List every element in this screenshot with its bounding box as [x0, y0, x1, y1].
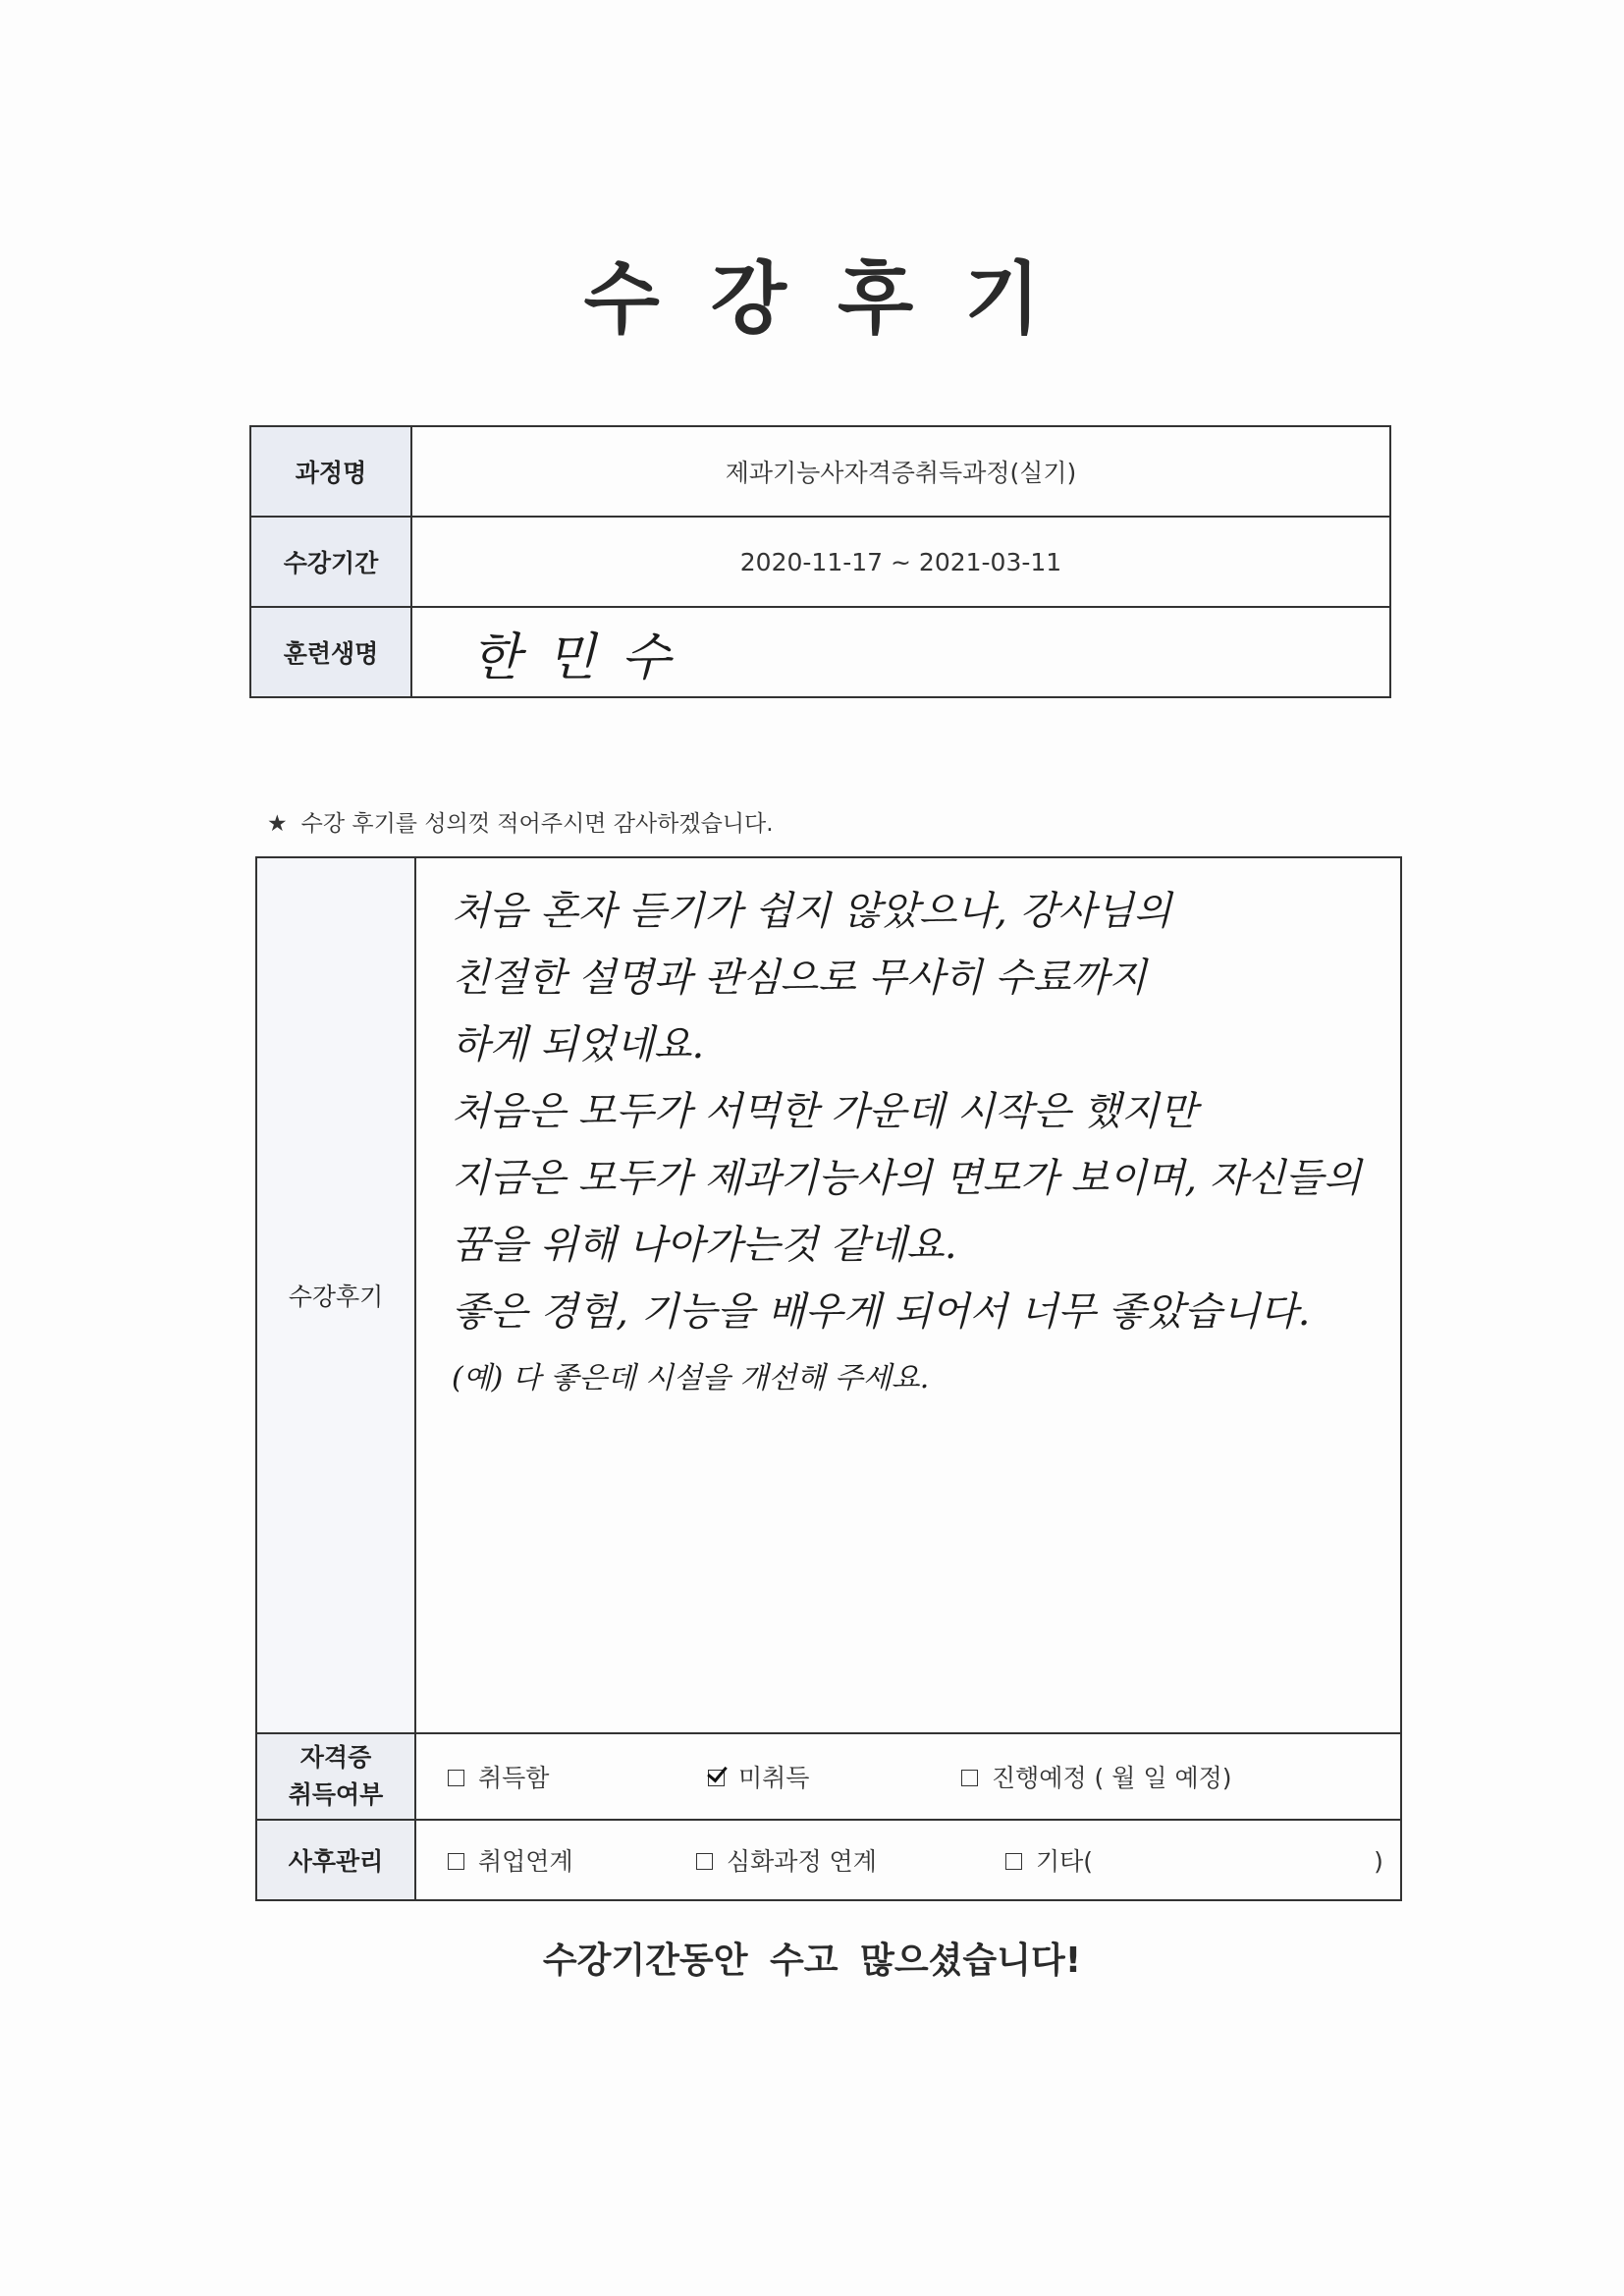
trainee-label: 훈련생명 [250, 607, 411, 697]
review-text-area[interactable] [415, 857, 1401, 1733]
period-row [250, 517, 1390, 607]
checkbox-icon[interactable] [1005, 1853, 1022, 1870]
period-value: 2020-11-17 ~ 2021-03-11 [411, 517, 1390, 607]
review-row [256, 857, 1401, 1733]
instruction-note [267, 805, 774, 838]
review-line: 친절한 설명과 관심으로 무사히 수료까지 [452, 956, 1147, 1001]
review-line: 좋은 경험, 기능을 배우게 되어서 너무 좋았습니다. [452, 1289, 1311, 1335]
review-line: 지금은 모두가 제과기능사의 면모가 보이며, 자신들의 [452, 1156, 1362, 1201]
course-label: 과정명 [250, 426, 411, 517]
review-line: 하게 되었네요. [452, 1022, 705, 1067]
certificate-option-acquired[interactable]: 취득함 [448, 1759, 549, 1794]
aftercare-option-other[interactable]: 기타( ) [1005, 1842, 1383, 1878]
certificate-option-not-acquired[interactable]: 미취득 [708, 1759, 809, 1794]
instruction-text: 수강 후기를 성의껏 적어주시면 감사하겠습니다. [300, 811, 774, 837]
certificate-label [256, 1733, 415, 1820]
course-value: 제과기능사자격증취득과정(실기) [411, 426, 1390, 517]
certificate-options [415, 1733, 1401, 1820]
review-label: 수강후기 [256, 857, 415, 1733]
certificate-label-line1: 자격증 [299, 1743, 372, 1772]
review-table [255, 856, 1402, 1901]
review-line: 처음은 모두가 서먹한 가운데 시작은 했지만 [452, 1089, 1198, 1134]
certificate-option-scheduled[interactable]: 진행예정 ( 월 일 예정) [961, 1759, 1232, 1794]
checkbox-icon[interactable] [448, 1853, 464, 1870]
aftercare-options [415, 1820, 1401, 1900]
trainee-name-handwritten: 한민수 [471, 628, 696, 687]
trainee-row [250, 607, 1390, 697]
course-info-table [249, 425, 1391, 698]
checked-checkbox-icon[interactable] [708, 1770, 725, 1786]
certificate-row [256, 1733, 1401, 1820]
course-row [250, 426, 1390, 517]
page-title: 수강후기 [583, 253, 1092, 345]
review-line: 처음 혼자 듣기가 쉽지 않았으나, 강사님의 [452, 889, 1172, 934]
aftercare-option-employment[interactable]: 취업연계 [448, 1842, 573, 1878]
aftercare-label: 사후관리 [256, 1820, 415, 1900]
aftercare-row [256, 1820, 1401, 1900]
trainee-name-cell[interactable] [411, 607, 1390, 697]
period-label: 수강기간 [250, 517, 411, 607]
checkbox-icon[interactable] [696, 1853, 713, 1870]
star-icon: ★ [267, 811, 288, 837]
review-line: (예) 다 좋은데 시설을 개선해 주세요. [452, 1361, 930, 1395]
review-line: 꿈을 위해 나아가는것 같네요. [452, 1223, 957, 1268]
checkbox-icon[interactable] [961, 1770, 978, 1786]
certificate-label-line2: 취득여부 [288, 1780, 384, 1809]
aftercare-option-advanced-course[interactable]: 심화과정 연계 [696, 1842, 877, 1878]
checkbox-icon[interactable] [448, 1770, 464, 1786]
closing-message: 수강기간동안 수고 많으셨습니다! [542, 1941, 1082, 1981]
